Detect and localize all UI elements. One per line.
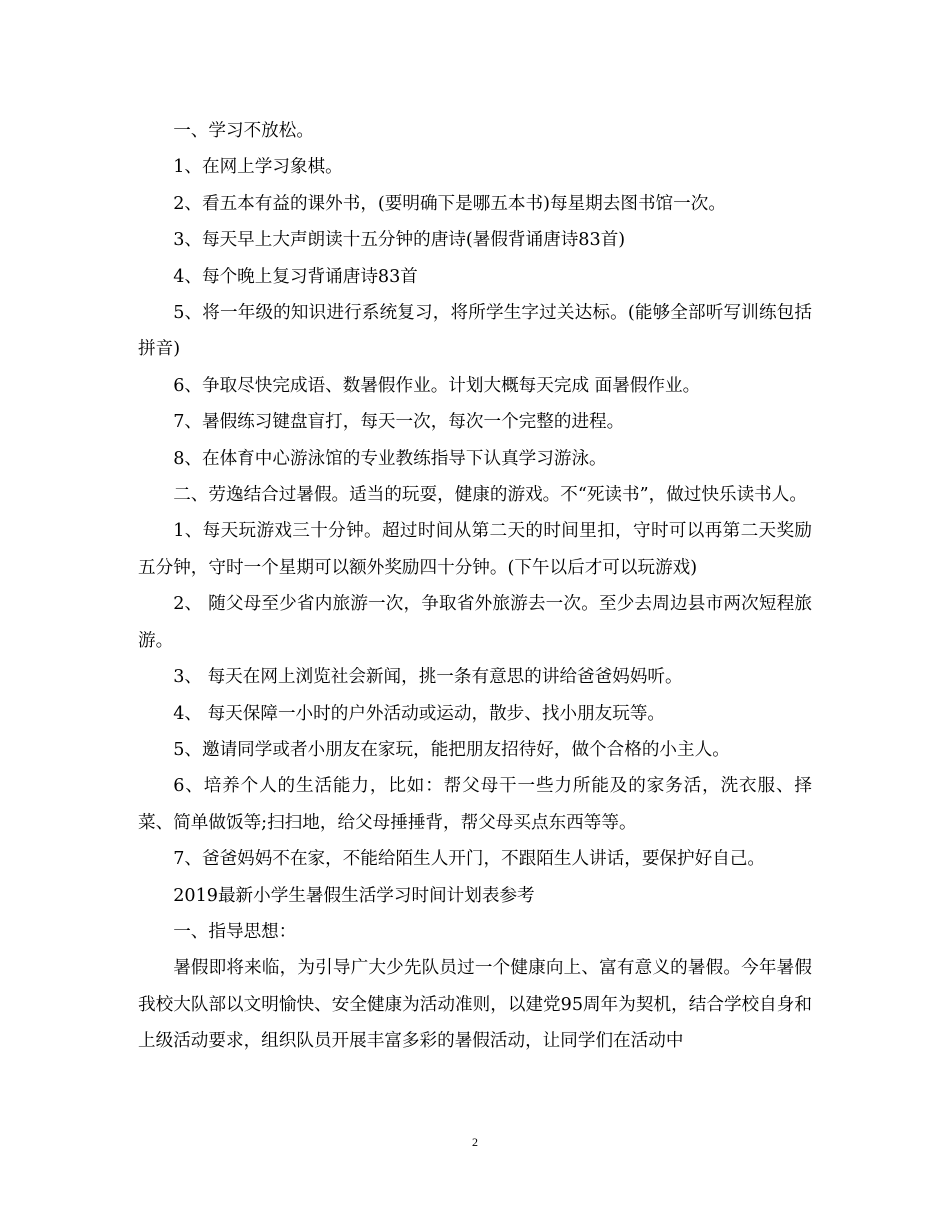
paragraph-item-2-5: 5、邀请同学或者小朋友在家玩，能把朋友招待好，做个合格的小主人。 [173,739,730,760]
paragraph-item-6: 6、争取尽快完成语、数暑假作业。计划大概每天完成 面暑假作业。 [173,375,701,396]
paragraph-plan-title: 2019最新小学生暑假生活学习时间计划表参考 [173,885,535,906]
paragraph-item-1: 1、在网上学习象棋。 [173,157,343,178]
paragraph-item-2-2: 2、 随父母至少省内旅游一次，争取省外旅游去一次。至少去周边县市两次短程旅游。 [138,594,812,651]
paragraph-item-2-1: 1、每天玩游戏三十分钟。超过时间从第二天的时间里扣，守时可以再第二天奖励五分钟，守时一个星期可以额外奖励四十分钟。(下午以后才可以玩游戏) [138,521,812,578]
paragraph-section-2-heading: 二、劳逸结合过暑假。适当的玩耍，健康的游戏。不“死读书”，做过快乐读书人。 [173,485,807,506]
document-body [138,113,812,1060]
paragraph-item-2-6: 6、培养个人的生活能力，比如：帮父母干一些力所能及的家务活，洗衣服、择菜、简单做饭等;扫扫地，给父母捶捶背，帮父母买点东西等等。 [138,776,812,833]
paragraph-item-2: 2、看五本有益的课外书，(要明确下是哪五本书)每星期去图书馆一次。 [173,193,726,214]
paragraph-item-2-7: 7、爸爸妈妈不在家，不能给陌生人开门，不跟陌生人讲话，要保护好自己。 [173,849,765,870]
paragraph-guiding-heading: 一、指导思想： [173,921,297,942]
paragraph-item-8: 8、在体育中心游泳馆的专业教练指导下认真学习游泳。 [173,448,607,469]
paragraph-item-2-4: 4、 每天保障一小时的户外活动或运动，散步、找小朋友玩等。 [173,703,666,724]
paragraph-item-3: 3、每天早上大声朗读十五分钟的唐诗(暑假背诵唐诗83首) [173,230,626,251]
paragraph-item-7: 7、暑假练习键盘盲打，每天一次，每次一个完整的进程。 [173,412,625,433]
paragraph-item-5: 5、将一年级的知识进行系统复习，将所学生字过关达标。(能够全部听写训练包括拼音) [138,303,812,360]
page-number: 2 [472,1135,478,1149]
paragraph-guiding-text: 暑假即将来临，为引导广大少先队员过一个健康向上、富有意义的暑假。今年暑假我校大队部以文明愉快、安全健康为活动准则，以建党95周年为契机，结合学校自身和上级活动要求，组织队员开展丰富多彩的暑假活动，让同学们在活动中 [138,958,812,1052]
paragraph-section-1-heading: 一、学习不放松。 [173,121,314,141]
paragraph-item-2-3: 3、 每天在网上浏览社会新闻，挑一条有意思的讲给爸爸妈妈听。 [173,667,683,688]
paragraph-item-4: 4、每个晚上复习背诵唐诗83首 [173,266,418,287]
